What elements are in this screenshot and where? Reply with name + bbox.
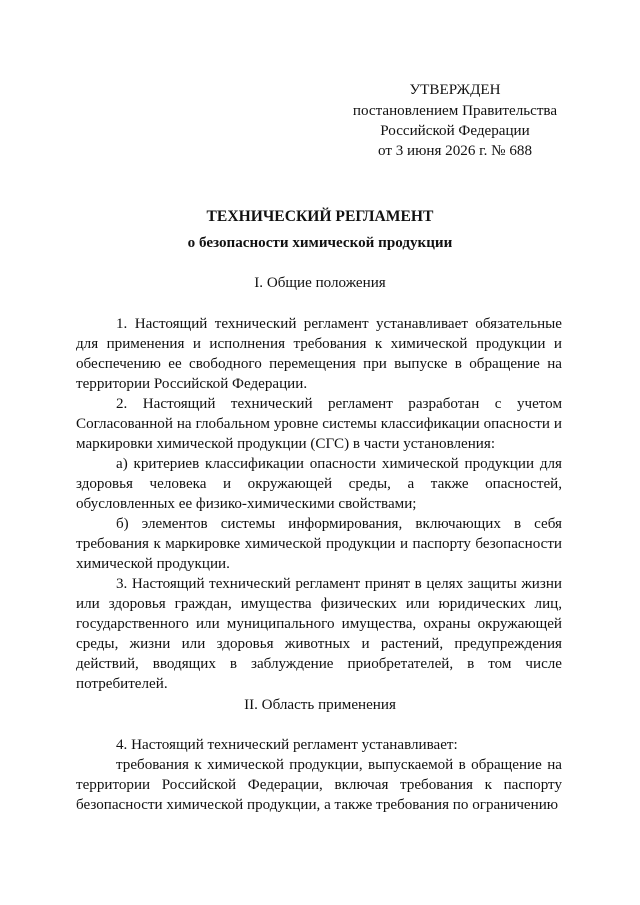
approval-line: постановлением Правительства xyxy=(352,103,558,119)
document-title: ТЕХНИЧЕСКИЙ РЕГЛАМЕНТ xyxy=(206,208,434,225)
paragraph: а) критериев классификации опасности химической продукции для здоровья человека и окружающей среды, а также опасностей, обусловленных ее физико-химическими свойствами; xyxy=(76,456,562,512)
approval-line: Российской Федерации xyxy=(380,123,530,139)
paragraph: 1. Настоящий технический регламент устанавливает обязательные для применения и исполнения требования к химической продукции и обеспечению ее свободного перемещения при выпуске в обращение на территории Российской Федерации. xyxy=(76,316,562,392)
paragraph: 2. Настоящий технический регламент разработан с учетом Согласованной на глобальном уровне системы классификации опасности и маркировки химической продукции (СГС) в части установления: xyxy=(76,396,562,452)
document-subtitle: о безопасности химической продукции xyxy=(187,235,453,251)
approval-heading: УТВЕРЖДЕН xyxy=(409,82,501,98)
approval-block xyxy=(340,80,570,161)
paragraph: б) элементов системы информирования, включающих в себя требования к маркировке химической продукции и паспорту безопасности химической продукции. xyxy=(76,516,562,572)
section-body-general xyxy=(76,314,562,694)
section-heading-scope: II. Область применения xyxy=(244,697,396,713)
paragraph: требования к химической продукции, выпускаемой в обращение на территории Российской Федерации, включая требования к паспорту безопасности химической продукции, а также требования по ограничению xyxy=(76,757,562,813)
approval-date-line: от 3 июня 2026 г. № 688 xyxy=(378,143,532,159)
paragraph: 3. Настоящий технический регламент принят в целях защиты жизни или здоровья граждан, имущества физических или юридических лиц, государственного или муниципального имущества, охраны окружающей среды, жизни или здоровья животных и растений, предупреждения действий, вводящих в заблуждение приобретателей, в том числе потребителей. xyxy=(76,576,562,692)
section-heading-general: I. Общие положения xyxy=(254,275,386,291)
section-body-scope xyxy=(76,735,562,815)
paragraph: 4. Настоящий технический регламент устанавливает: xyxy=(116,737,458,753)
